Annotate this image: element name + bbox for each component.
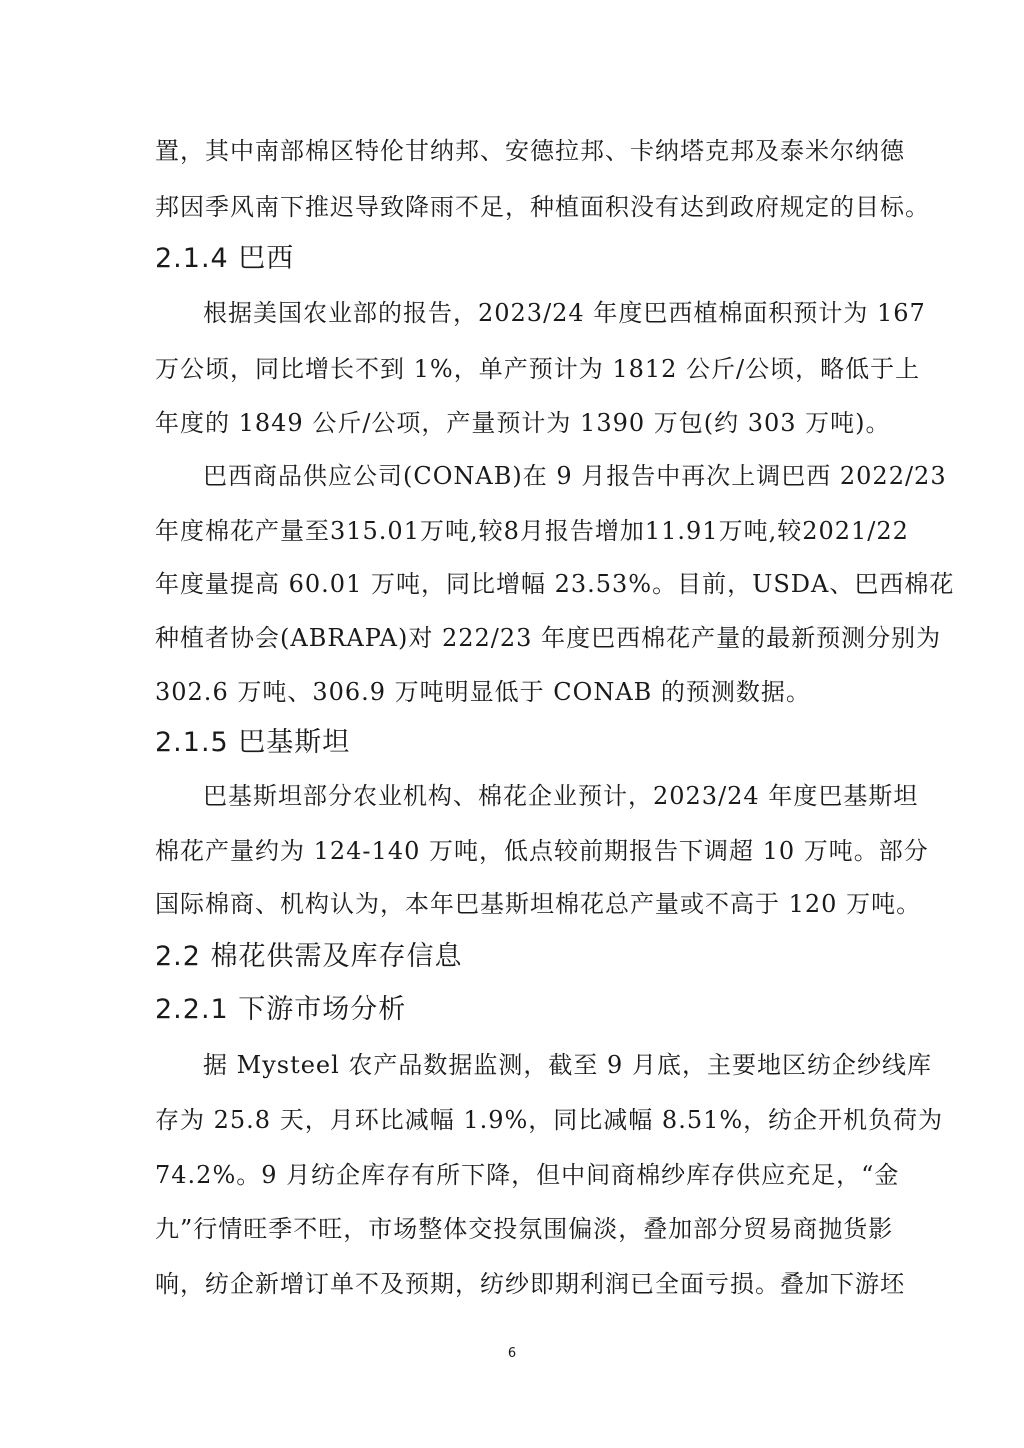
paragraph-line: 年度棉花产量至315.01万吨,较8月报告增加11.91万吨,较2021/22 xyxy=(155,517,909,545)
paragraph-line: 存为 25.8 天，月环比减幅 1.9%，同比减幅 8.51%，纺企开机负荷为 xyxy=(155,1106,944,1134)
paragraph-line: 据 Mysteel 农产品数据监测，截至 9 月底，主要地区纺企纱线库 xyxy=(203,1051,932,1079)
paragraph-line: 九”行情旺季不旺，市场整体交投氛围偏淡，叠加部分贸易商抛货影 xyxy=(155,1215,894,1243)
section-heading-brazil: 2.1.4 巴西 xyxy=(155,243,295,274)
paragraph-line: 国际棉商、机构认为，本年巴基斯坦棉花总产量或不高于 120 万吨。 xyxy=(155,890,922,918)
paragraph-line: 根据美国农业部的报告，2023/24 年度巴西植棉面积预计为 167 xyxy=(203,299,926,327)
paragraph-line: 万公顷，同比增长不到 1%，单产预计为 1812 公斤/公顷，略低于上 xyxy=(155,355,921,383)
paragraph-line: 响，纺企新增订单不及预期，纺纱即期利润已全面亏损。叠加下游坯 xyxy=(155,1270,905,1298)
section-heading-downstream: 2.2.1 下游市场分析 xyxy=(155,994,407,1025)
section-heading-supply-demand: 2.2 棉花供需及库存信息 xyxy=(155,941,463,972)
paragraph-line: 年度量提高 60.01 万吨，同比增幅 23.53%。目前，USDA、巴西棉花 xyxy=(155,570,955,598)
paragraph-line: 置，其中南部棉区特伦甘纳邦、安德拉邦、卡纳塔克邦及泰米尔纳德 xyxy=(155,137,905,165)
paragraph-line: 种植者协会(ABRAPA)对 222/23 年度巴西棉花产量的最新预测分别为 xyxy=(155,624,942,652)
page-number: 6 xyxy=(507,1346,517,1361)
paragraph-line: 302.6 万吨、306.9 万吨明显低于 CONAB 的预测数据。 xyxy=(155,678,811,706)
paragraph-line: 棉花产量约为 124-140 万吨，低点较前期报告下调超 10 万吨。部分 xyxy=(155,837,929,865)
paragraph-line: 巴西商品供应公司(CONAB)在 9 月报告中再次上调巴西 2022/23 xyxy=(203,462,947,490)
paragraph-line: 年度的 1849 公斤/公项，产量预计为 1390 万包(约 303 万吨)。 xyxy=(155,409,891,437)
paragraph-line: 74.2%。9 月纺企库存有所下降，但中间商棉纱库存供应充足，“金 xyxy=(155,1161,900,1189)
paragraph-line: 邦因季风南下推迟导致降雨不足，种植面积没有达到政府规定的目标。 xyxy=(155,193,930,221)
section-heading-pakistan: 2.1.5 巴基斯坦 xyxy=(155,727,351,758)
paragraph-line: 巴基斯坦部分农业机构、棉花企业预计，2023/24 年度巴基斯坦 xyxy=(203,782,919,810)
